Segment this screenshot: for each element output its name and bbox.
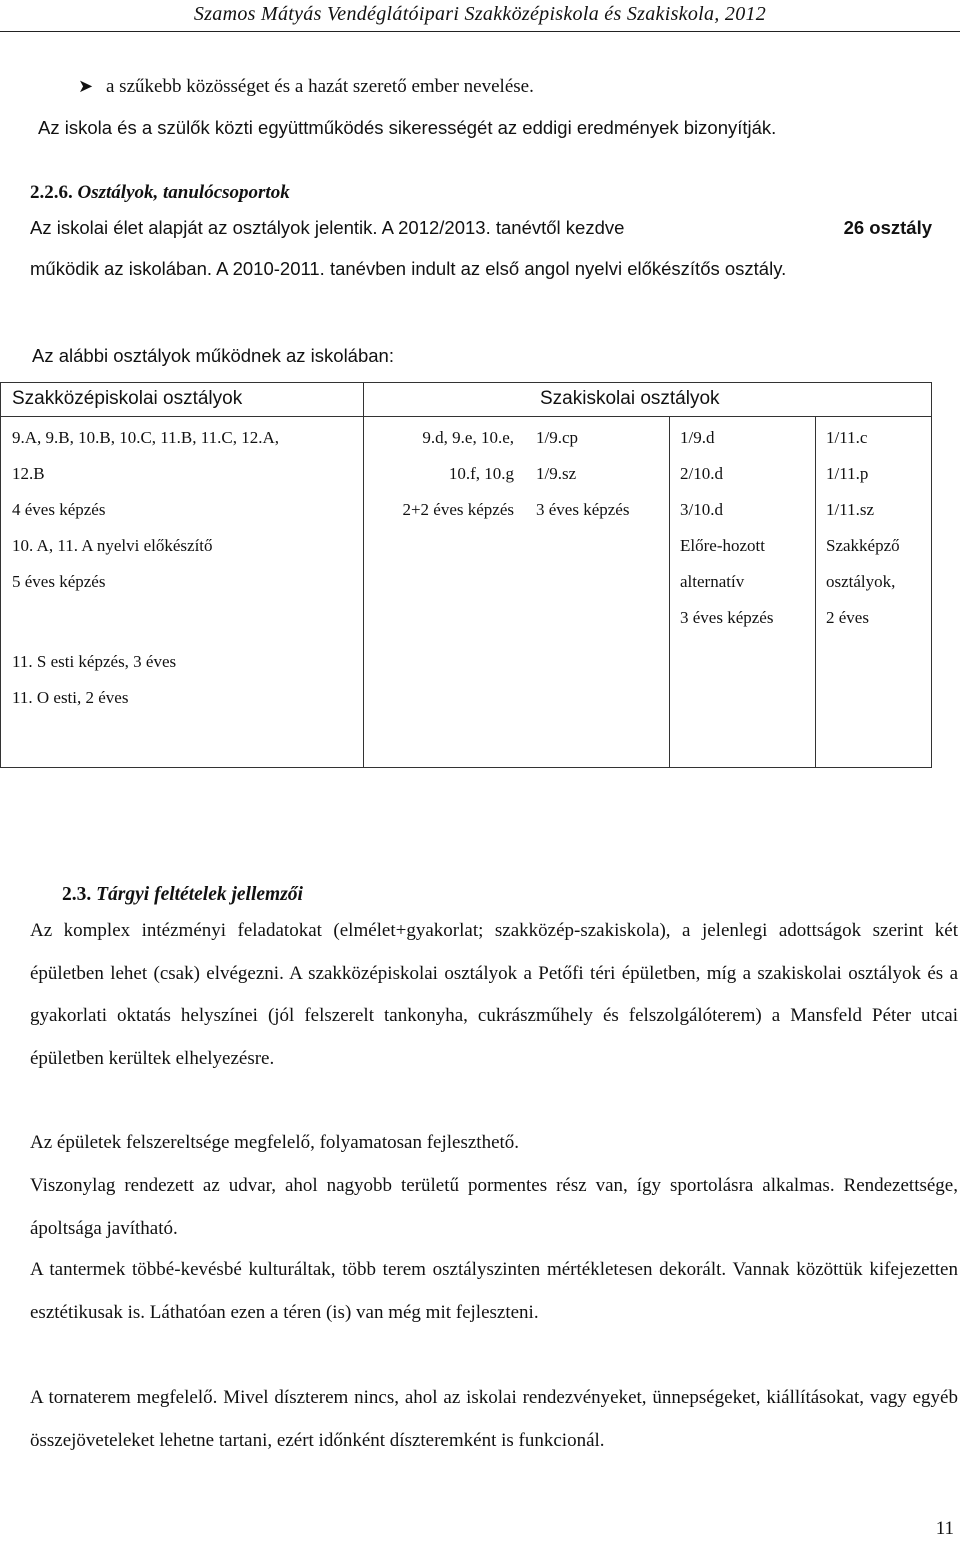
section-title: Tárgyi feltételek jellemzői (96, 884, 303, 905)
table-row: 9.A, 9.B, 10.B, 10.C, 11.B, 11.C, 12.A, (12, 428, 279, 447)
paragraph: Viszonylag rendezett az udvar, ahol nagyobb területű pormentes rész van, így sportolásra alkalmas. Rendezettsége, ápoltsága javítható. (30, 1175, 958, 1239)
header-title: Szamos Mátyás Vendéglátóipari Szakközépiskola és Szakiskola, 2012 (193, 3, 767, 25)
table-row: 1/11.c (826, 428, 868, 447)
page-number: 11 (935, 1518, 954, 1539)
table-header-szakkozep: Szakközépiskolai osztályok (12, 388, 243, 409)
table-divider (669, 416, 670, 768)
table-row: Előre-hozott (680, 536, 765, 555)
paragraph: A tantermek többé-kevésbé kulturáltak, több terem osztályszinten mértékletesen dekorált. Vannak közöttük kifejezetten esztétikusak is. Láthatóan ezen a téren (is) van még mit fejleszteni. (30, 1259, 958, 1323)
table-row: 2 éves (826, 608, 869, 627)
table-row: 1/9.cp (536, 428, 579, 447)
paragraph: Az komplex intézményi feladatokat (elmélet+gyakorlat; szakközép-szakiskola), a jelenlegi adottságok szerint két épületben lehet (csak) elvégezni. A szakközépiskolai osztályok a Petőfi téri épületben, míg a szakiskolai osztályok és a gyakorlati oktatás helyszínei (jól felszerelt tankonyha, cukrászműhely és felszolgálóterem) a Mansfeld Péter utcai épületben kerültek elhelyezésre. (30, 920, 958, 1069)
table-row: 11. O esti, 2 éves (12, 688, 129, 707)
line1-bold-text: 26 osztály (843, 217, 932, 238)
table-divider (363, 382, 364, 768)
table-row: 1/9.sz (536, 464, 577, 483)
table-row: osztályok, (826, 572, 896, 591)
table-row: 1/11.sz (826, 500, 875, 519)
table-row: 5 éves képzés (12, 572, 106, 591)
intro-sentence: Az iskola és a szülők közti együttműködés sikerességét az eddigi eredmények bizonyítják. (38, 117, 777, 138)
table-divider (815, 416, 816, 768)
table-cell-col4 (680, 420, 773, 636)
table-row: 12.B (12, 464, 45, 483)
table-cell-esti (12, 644, 176, 716)
table-cell-col5 (826, 420, 900, 636)
section-heading-23 (62, 883, 303, 907)
page-header (0, 0, 960, 30)
table-row: 3 éves képzés (680, 608, 774, 627)
paragraph: Az épületek felszereltsége megfelelő, folyamatosan fejleszthető. (30, 1132, 520, 1153)
paragraph: A tornaterem megfelelő. Mivel díszterem nincs, ahol az iskolai rendezvényeket, ünnepségeket, kiállításokat, vagy egyéb összejöveteleket lehetne tartani, ezért időnként díszteremként is funkcionál. (30, 1387, 958, 1451)
table-intro: Az alábbi osztályok működnek az iskolában: (32, 345, 394, 366)
table-header-szakiskola: Szakiskolai osztályok (540, 388, 720, 409)
table-row: 3/10.d (680, 500, 723, 519)
table-row: 1/11.p (826, 464, 869, 483)
table-row: 1/9.d (680, 428, 715, 447)
table-row: 9.d, 9.e, 10.e, (422, 428, 514, 447)
header-divider (0, 31, 960, 32)
table-cell-col3 (536, 420, 629, 528)
section-title: Osztályok, tanulócsoportok (77, 182, 290, 203)
table-cell-col2 (372, 420, 514, 528)
table-row: Szakképző (826, 536, 900, 555)
section-226-line1 (30, 216, 932, 240)
section-number: 2.2.6. (30, 182, 73, 203)
table-row: 11. S esti képzés, 3 éves (12, 652, 177, 671)
arrow-bullet-icon: ➤ (78, 76, 94, 96)
bullet-text: a szűkebb közösséget és a hazát szerető ember nevelése. (106, 76, 534, 97)
section-number: 2.3. (62, 884, 92, 905)
table-row: 4 éves képzés (12, 500, 106, 519)
table-row: 2+2 éves képzés (402, 500, 514, 519)
table-row: 2/10.d (680, 464, 723, 483)
table-row: 10. A, 11. A nyelvi előkészítő (12, 536, 213, 555)
section-226-line2: működik az iskolában. A 2010-2011. tanévben indult az első angol nyelvi előkészítős osztály. (30, 258, 787, 279)
table-cell-szakkozep (12, 420, 279, 600)
section-heading-226 (30, 181, 290, 205)
table-row: 10.f, 10.g (448, 464, 514, 483)
table-row: 3 éves képzés (536, 500, 630, 519)
table-divider (0, 416, 932, 417)
bullet-item (78, 74, 534, 99)
table-row: alternatív (680, 572, 745, 591)
line1-text: Az iskolai élet alapját az osztályok jelentik. A 2012/2013. tanévtől kezdve (30, 217, 625, 238)
